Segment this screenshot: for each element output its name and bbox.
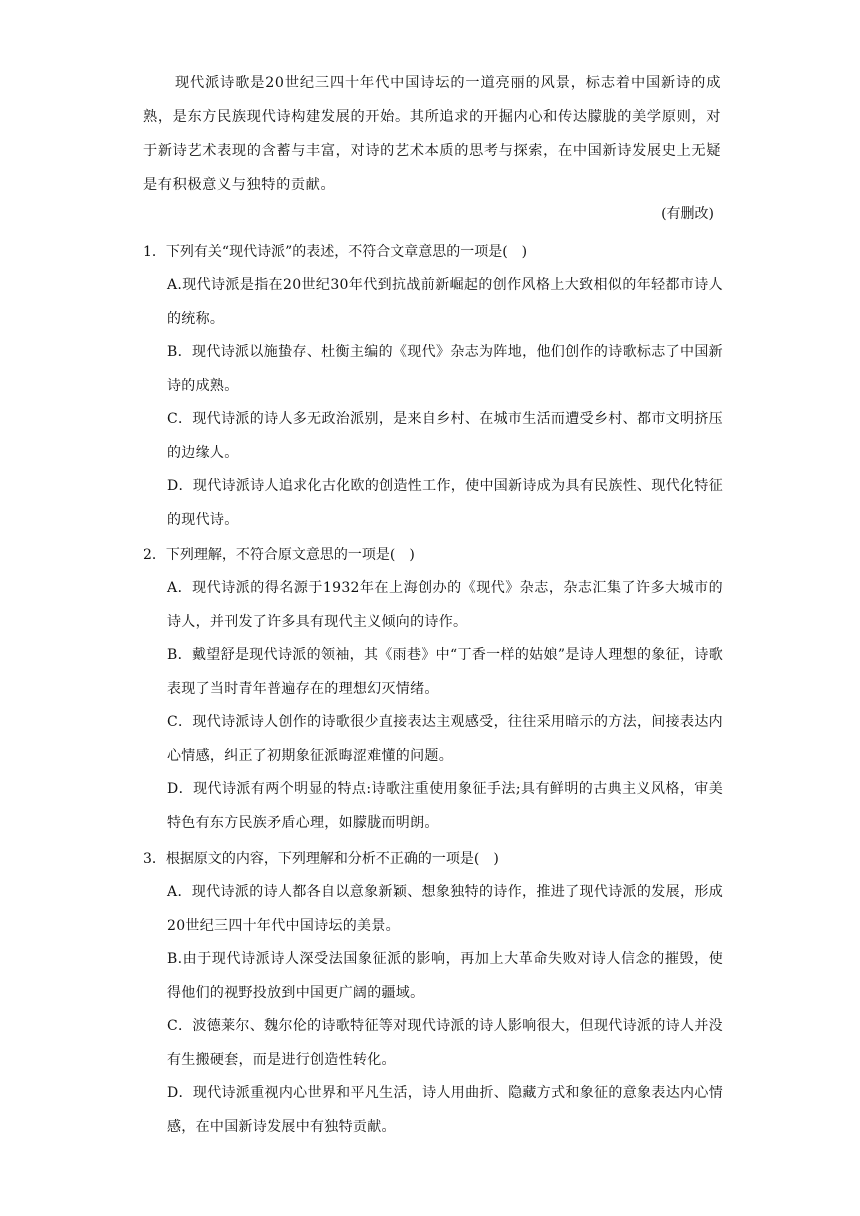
- question-stem: 1．下列有关“现代诗派”的表述，不符合文章意思的一项是( ): [143, 244, 528, 260]
- option-d: D．现代诗派重视内心世界和平凡生活，诗人用曲折、隐藏方式和象征的意象表达内心情感，在中国新诗发展中有独特贡献。: [167, 1085, 723, 1135]
- option-b: B.由于现代诗派诗人深受法国象征派的影响，再加上大革命失败对诗人信念的摧毁，使得他们的视野投放到中国更广阔的疆域。: [167, 951, 723, 1001]
- option-b: B．戴望舒是现代诗派的领袖，其《雨巷》中“丁香一样的姑娘”是诗人理想的象征，诗歌表现了当时青年普遍存在的理想幻灭情绪。: [167, 647, 723, 697]
- option-d: D．现代诗派诗人追求化古化欧的创造性工作，使中国新诗成为具有民族性、现代化特征的现代诗。: [167, 478, 723, 528]
- question-stem: 2．下列理解，不符合原文意思的一项是( ): [143, 547, 415, 563]
- passage-paragraph: 现代派诗歌是20世纪三四十年代中国诗坛的一道亮丽的风景，标志着中国新诗的成熟，是东方民族现代诗构建发展的开始。其所追求的开掘内心和传达朦胧的美学原则，对于新诗艺术表现的含蓄与丰富，对诗的艺术本质的思考与探索，在中国新诗发展史上无疑是有积极意义与独特的贡献。: [143, 75, 721, 193]
- option-b: B．现代诗派以施蛰存、杜衡主编的《现代》杂志为阵地，他们创作的诗歌标志了中国新诗的成熟。: [167, 344, 723, 394]
- option-a: A.现代诗派是指在20世纪30年代到抗战前新崛起的创作风格上大致相似的年轻都市诗人的统称。: [167, 277, 723, 327]
- option-d: D．现代诗派有两个明显的特点:诗歌注重使用象征手法;具有鲜明的古典主义风格，审美特色有东方民族矛盾心理，如朦胧而明朗。: [167, 781, 723, 831]
- option-a: A．现代诗派的得名源于1932年在上海创办的《现代》杂志，杂志汇集了许多大城市的诗人，并刊发了许多具有现代主义倾向的诗作。: [167, 580, 723, 630]
- option-c: C．现代诗派的诗人多无政治派别，是来自乡村、在城市生活而遭受乡村、都市文明挤压的边缘人。: [167, 411, 723, 461]
- source-note: (有删改): [661, 206, 714, 222]
- option-a: A．现代诗派的诗人都各自以意象新颖、想象独特的诗作，推进了现代诗派的发展，形成20世纪三四十年代中国诗坛的美景。: [167, 884, 723, 934]
- option-c: C．现代诗派诗人创作的诗歌很少直接表达主观感受，往往采用暗示的方法，间接表达内心情感，纠正了初期象征派晦涩难懂的问题。: [167, 714, 723, 764]
- question-3: [143, 847, 723, 1144]
- option-c: C．波德莱尔、魏尔伦的诗歌特征等对现代诗派的诗人影响很大，但现代诗派的诗人并没有生搬硬套，而是进行创造性转化。: [167, 1018, 723, 1068]
- question-1: [143, 240, 723, 537]
- question-2: [143, 543, 723, 840]
- question-stem: 3．根据原文的内容，下列理解和分析不正确的一项是( ): [143, 851, 499, 867]
